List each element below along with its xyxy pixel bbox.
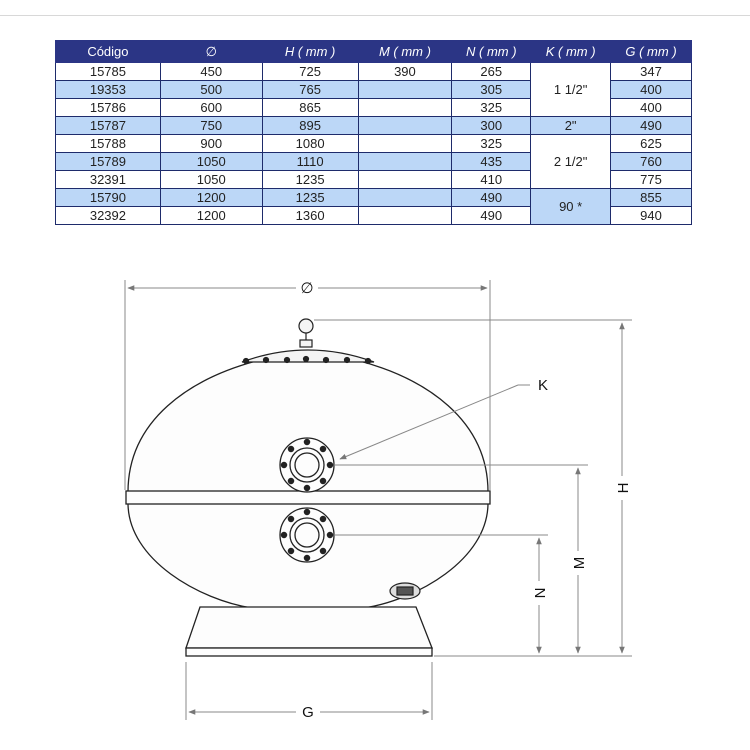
cell-h: 895 (262, 117, 358, 135)
cell-codigo: 15790 (56, 189, 161, 207)
cell-k-group: 1 1/2" (531, 63, 611, 117)
cell-codigo: 32392 (56, 207, 161, 225)
label-g: G (302, 704, 314, 721)
cell-n: 490 (452, 207, 531, 225)
cell-diameter: 750 (160, 117, 262, 135)
cell-n: 265 (452, 63, 531, 81)
header-diameter: ∅ (160, 41, 262, 63)
cell-h: 765 (262, 81, 358, 99)
cell-g: 490 (611, 117, 692, 135)
cell-codigo: 32391 (56, 171, 161, 189)
cell-codigo: 15789 (56, 153, 161, 171)
cell-diameter: 900 (160, 135, 262, 153)
label-n: N (532, 587, 549, 599)
cell-diameter: 1050 (160, 171, 262, 189)
cell-n: 300 (452, 117, 531, 135)
cell-diameter: 1050 (160, 153, 262, 171)
cell-codigo: 15785 (56, 63, 161, 81)
cell-n: 305 (452, 81, 531, 99)
cell-m: 390 (358, 63, 452, 81)
tank-base (186, 607, 432, 656)
cell-diameter: 600 (160, 99, 262, 117)
cell-k-group: 2" (531, 117, 611, 135)
cell-h: 1080 (262, 135, 358, 153)
header-codigo: Código (56, 41, 161, 63)
label-k: K (538, 377, 549, 394)
cell-k-group: 90 * (531, 189, 611, 225)
cell-g: 625 (611, 135, 692, 153)
header-h: H ( mm ) (262, 41, 358, 63)
cell-g: 400 (611, 81, 692, 99)
cell-n: 490 (452, 189, 531, 207)
cell-diameter: 1200 (160, 207, 262, 225)
cell-codigo: 15786 (56, 99, 161, 117)
label-m: M (571, 556, 588, 570)
cell-diameter: 450 (160, 63, 262, 81)
cell-g: 760 (611, 153, 692, 171)
cell-h: 865 (262, 99, 358, 117)
cell-n: 435 (452, 153, 531, 171)
cell-n: 410 (452, 171, 531, 189)
header-n: N ( mm ) (452, 41, 531, 63)
cell-h: 1360 (262, 207, 358, 225)
label-diameter: ∅ (300, 280, 314, 297)
cell-codigo: 19353 (56, 81, 161, 99)
cell-codigo: 15788 (56, 135, 161, 153)
cell-h: 1235 (262, 171, 358, 189)
cell-diameter: 1200 (160, 189, 262, 207)
cell-g: 400 (611, 99, 692, 117)
cell-g: 855 (611, 189, 692, 207)
top-cover (242, 319, 374, 364)
drain-valve (390, 583, 420, 599)
cell-codigo: 15787 (56, 117, 161, 135)
cell-g: 940 (611, 207, 692, 225)
cell-h: 1110 (262, 153, 358, 171)
cell-diameter: 500 (160, 81, 262, 99)
header-g: G ( mm ) (611, 41, 692, 63)
cell-n: 325 (452, 99, 531, 117)
cell-n: 325 (452, 135, 531, 153)
label-h: H (615, 482, 632, 494)
cell-h: 725 (262, 63, 358, 81)
header-m: M ( mm ) (358, 41, 452, 63)
upper-flange (280, 438, 334, 492)
cell-g: 347 (611, 63, 692, 81)
lower-flange (280, 508, 334, 562)
header-k: K ( mm ) (531, 41, 611, 63)
cell-h: 1235 (262, 189, 358, 207)
cell-g: 775 (611, 171, 692, 189)
cell-k-group: 2 1/2" (531, 135, 611, 189)
